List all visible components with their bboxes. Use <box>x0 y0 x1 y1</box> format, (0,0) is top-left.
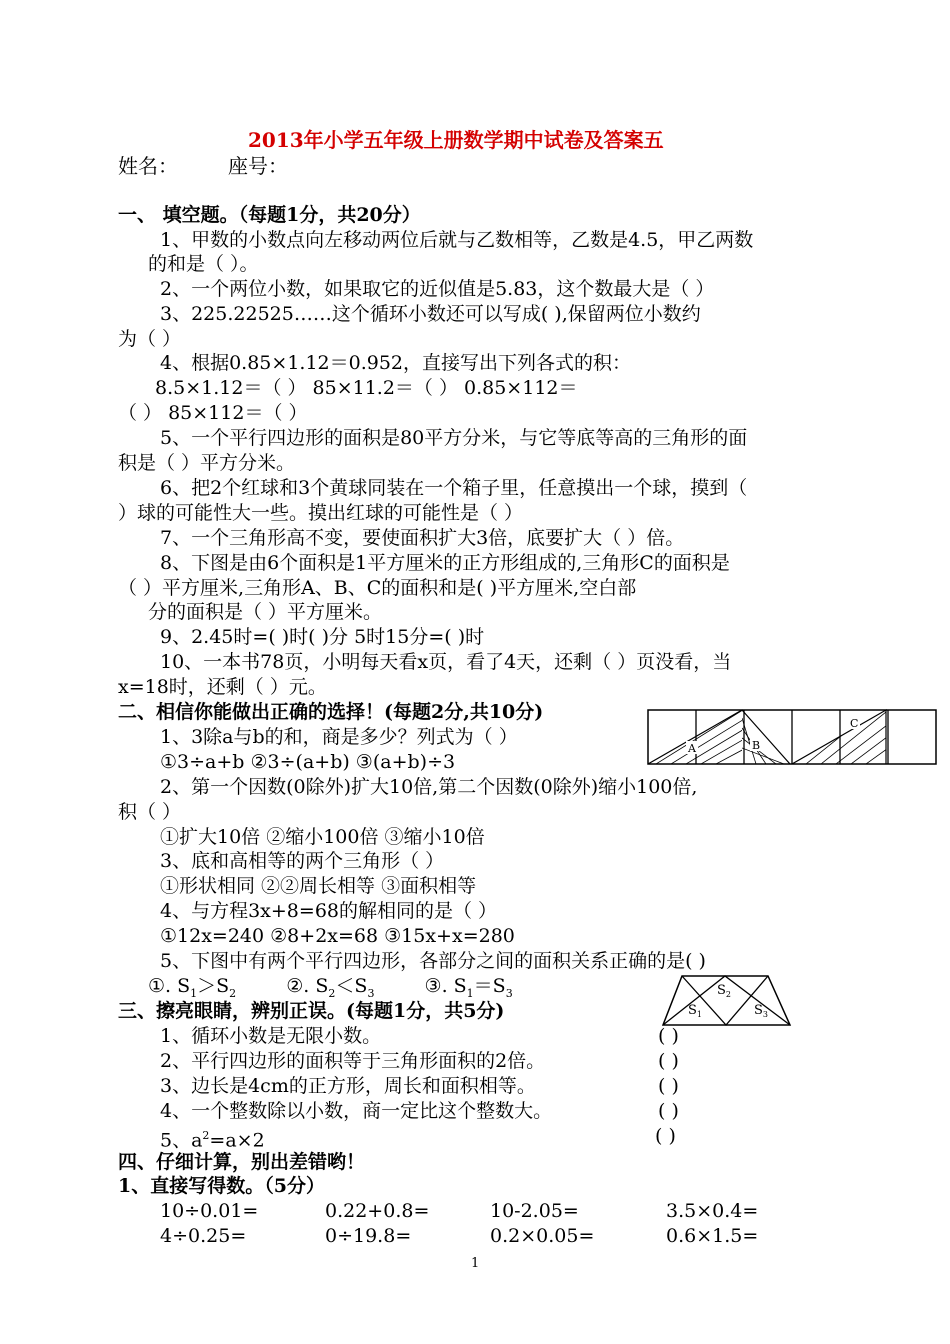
s1-line: 积是（ ）平方分米。 <box>118 452 296 474</box>
s1-line: 5、一个平行四边形的面积是80平方分米，与它等底等高的三角形的面 <box>160 427 748 449</box>
s2-line: 1、3除a与b的和，商是多少？列式为（ ） <box>160 726 518 748</box>
calc-item: 0.6×1.5= <box>666 1225 759 1247</box>
s2-line: 2、第一个因数(0除外)扩大10倍,第二个因数(0除外)缩小100倍, <box>160 776 698 798</box>
section-4-subheading: 1、直接写得数。（5分） <box>118 1175 325 1197</box>
label-s2: $S_2$ <box>717 983 731 999</box>
answer-paren: ( ) <box>655 1125 676 1147</box>
calc-item: 0÷19.8= <box>325 1225 412 1247</box>
s3-line: 4、一个整数除以小数，商一定比这个整数大。 <box>160 1100 553 1122</box>
s1-line: 的和是（ ）。 <box>148 253 259 275</box>
s2-line: ①形状相同 ②②周长相等 ③面积相等 <box>160 875 477 897</box>
s2-line: 积（ ） <box>118 801 182 823</box>
s1-line: 8.5×1.12＝（ ） 85×11.2＝（ ） 0.85×112＝ <box>155 377 578 399</box>
s1-line: 8、下图是由6个面积是1平方厘米的正方形组成的,三角形C的面积是 <box>160 552 730 574</box>
section-3-heading: 三、擦亮眼睛，辨别正误。(每题1分，共5分) <box>118 1000 505 1022</box>
section-4-heading: 四、仔细计算，别出差错哟！ <box>118 1151 366 1173</box>
section-2-heading: 二、相信你能做出正确的选择！(每题2分,共10分) <box>118 701 544 723</box>
s3-line: 1、循环小数是无限小数。 <box>160 1025 382 1047</box>
parallelogram-figure <box>660 974 794 1028</box>
s3-line: 5、$a^2=a\times 2$ <box>160 1129 265 1152</box>
s2-line: ①3÷a+b ②3÷(a+b) ③(a+b)÷3 <box>160 751 456 773</box>
label-triangle-b: B <box>752 739 761 752</box>
s1-line: 2、一个两位小数，如果取它的近似值是5.83，这个数最大是（ ） <box>160 278 715 300</box>
s1-line: 1、甲数的小数点向左移动两位后就与乙数相等，乙数是4.5，甲乙两数 <box>160 229 754 251</box>
s1-line: （ ） 85×112＝（ ） <box>118 402 308 424</box>
s1-line: （ ）平方厘米,三角形A、B、C的面积和是( )平方厘米,空白部 <box>118 577 637 599</box>
calc-item: 0.22+0.8= <box>325 1200 430 1222</box>
s1-line: 分的面积是（ ）平方厘米。 <box>148 601 383 623</box>
calc-item: 10÷0.01= <box>160 1200 259 1222</box>
label-s3: $S_3$ <box>754 1003 768 1019</box>
s2-line: ①12x=240 ②8+2x=68 ③15x+x=280 <box>160 925 515 947</box>
page-number: 1 <box>471 1256 480 1271</box>
calc-item: 10-2.05= <box>490 1200 579 1222</box>
label-triangle-c: C <box>850 717 859 730</box>
name-label: 姓名： <box>118 154 178 178</box>
s2-line: 3、底和高相等的两个三角形（ ） <box>160 850 445 872</box>
s1-line: 7、一个三角形高不变，要使面积扩大3倍，底要扩大（ ）倍。 <box>160 527 685 549</box>
s3-line: 3、边长是4cm的正方形，周长和面积相等。 <box>160 1075 536 1097</box>
page-title: 2013年小学五年级上册数学期中试卷及答案五 <box>248 128 664 152</box>
s2-line: 4、与方程3x+8=68的解相同的是（ ） <box>160 900 498 922</box>
section-1-heading: 一、 填空题。（每题1分，共20分） <box>118 204 421 226</box>
s2-line: 5、下图中有两个平行四边形，各部分之间的面积关系正确的是( ) <box>160 950 706 972</box>
s1-line: x=18时，还剩（ ）元。 <box>118 676 327 698</box>
answer-paren: ( ) <box>658 1100 679 1122</box>
label-s1: $S_1$ <box>688 1003 702 1019</box>
calc-item: 3.5×0.4= <box>666 1200 759 1222</box>
calc-item: 4÷0.25= <box>160 1225 247 1247</box>
s1-line: 为（ ） <box>118 328 182 350</box>
s2-line: ①扩大10倍 ②缩小100倍 ③缩小10倍 <box>160 826 485 848</box>
calc-item: 0.2×0.05= <box>490 1225 595 1247</box>
seat-label: 座号： <box>228 154 288 178</box>
s1-line: 10、一本书78页，小明每天看x页，看了4天，还剩（ ）页没看，当 <box>160 651 732 673</box>
answer-paren: ( ) <box>658 1075 679 1097</box>
s1-line: 9、2.45时=( )时( )分 5时15分=( )时 <box>160 626 485 648</box>
s1-line: 3、225.22525……这个循环小数还可以写成( ),保留两位小数约 <box>160 303 701 325</box>
s1-line: 4、根据0.85×1.12＝0.952，直接写出下列各式的积： <box>160 352 632 374</box>
s3-line: 2、平行四边形的面积等于三角形面积的2倍。 <box>160 1050 546 1072</box>
s1-line: ）球的可能性大一些。摸出红球的可能性是（ ） <box>118 502 524 524</box>
label-triangle-a: A <box>688 742 696 755</box>
answer-paren: ( ) <box>658 1025 679 1047</box>
squares-figure <box>646 708 938 766</box>
s1-line: 6、把2个红球和3个黄球同装在一个箱子里，任意摸出一个球，摸到（ <box>160 477 748 499</box>
answer-paren: ( ) <box>658 1050 679 1072</box>
s2-q5-options: ①. $S_1>S_2$ ②. $S_2<S_3$ ③. $S_1=S_3$ <box>148 975 513 1000</box>
